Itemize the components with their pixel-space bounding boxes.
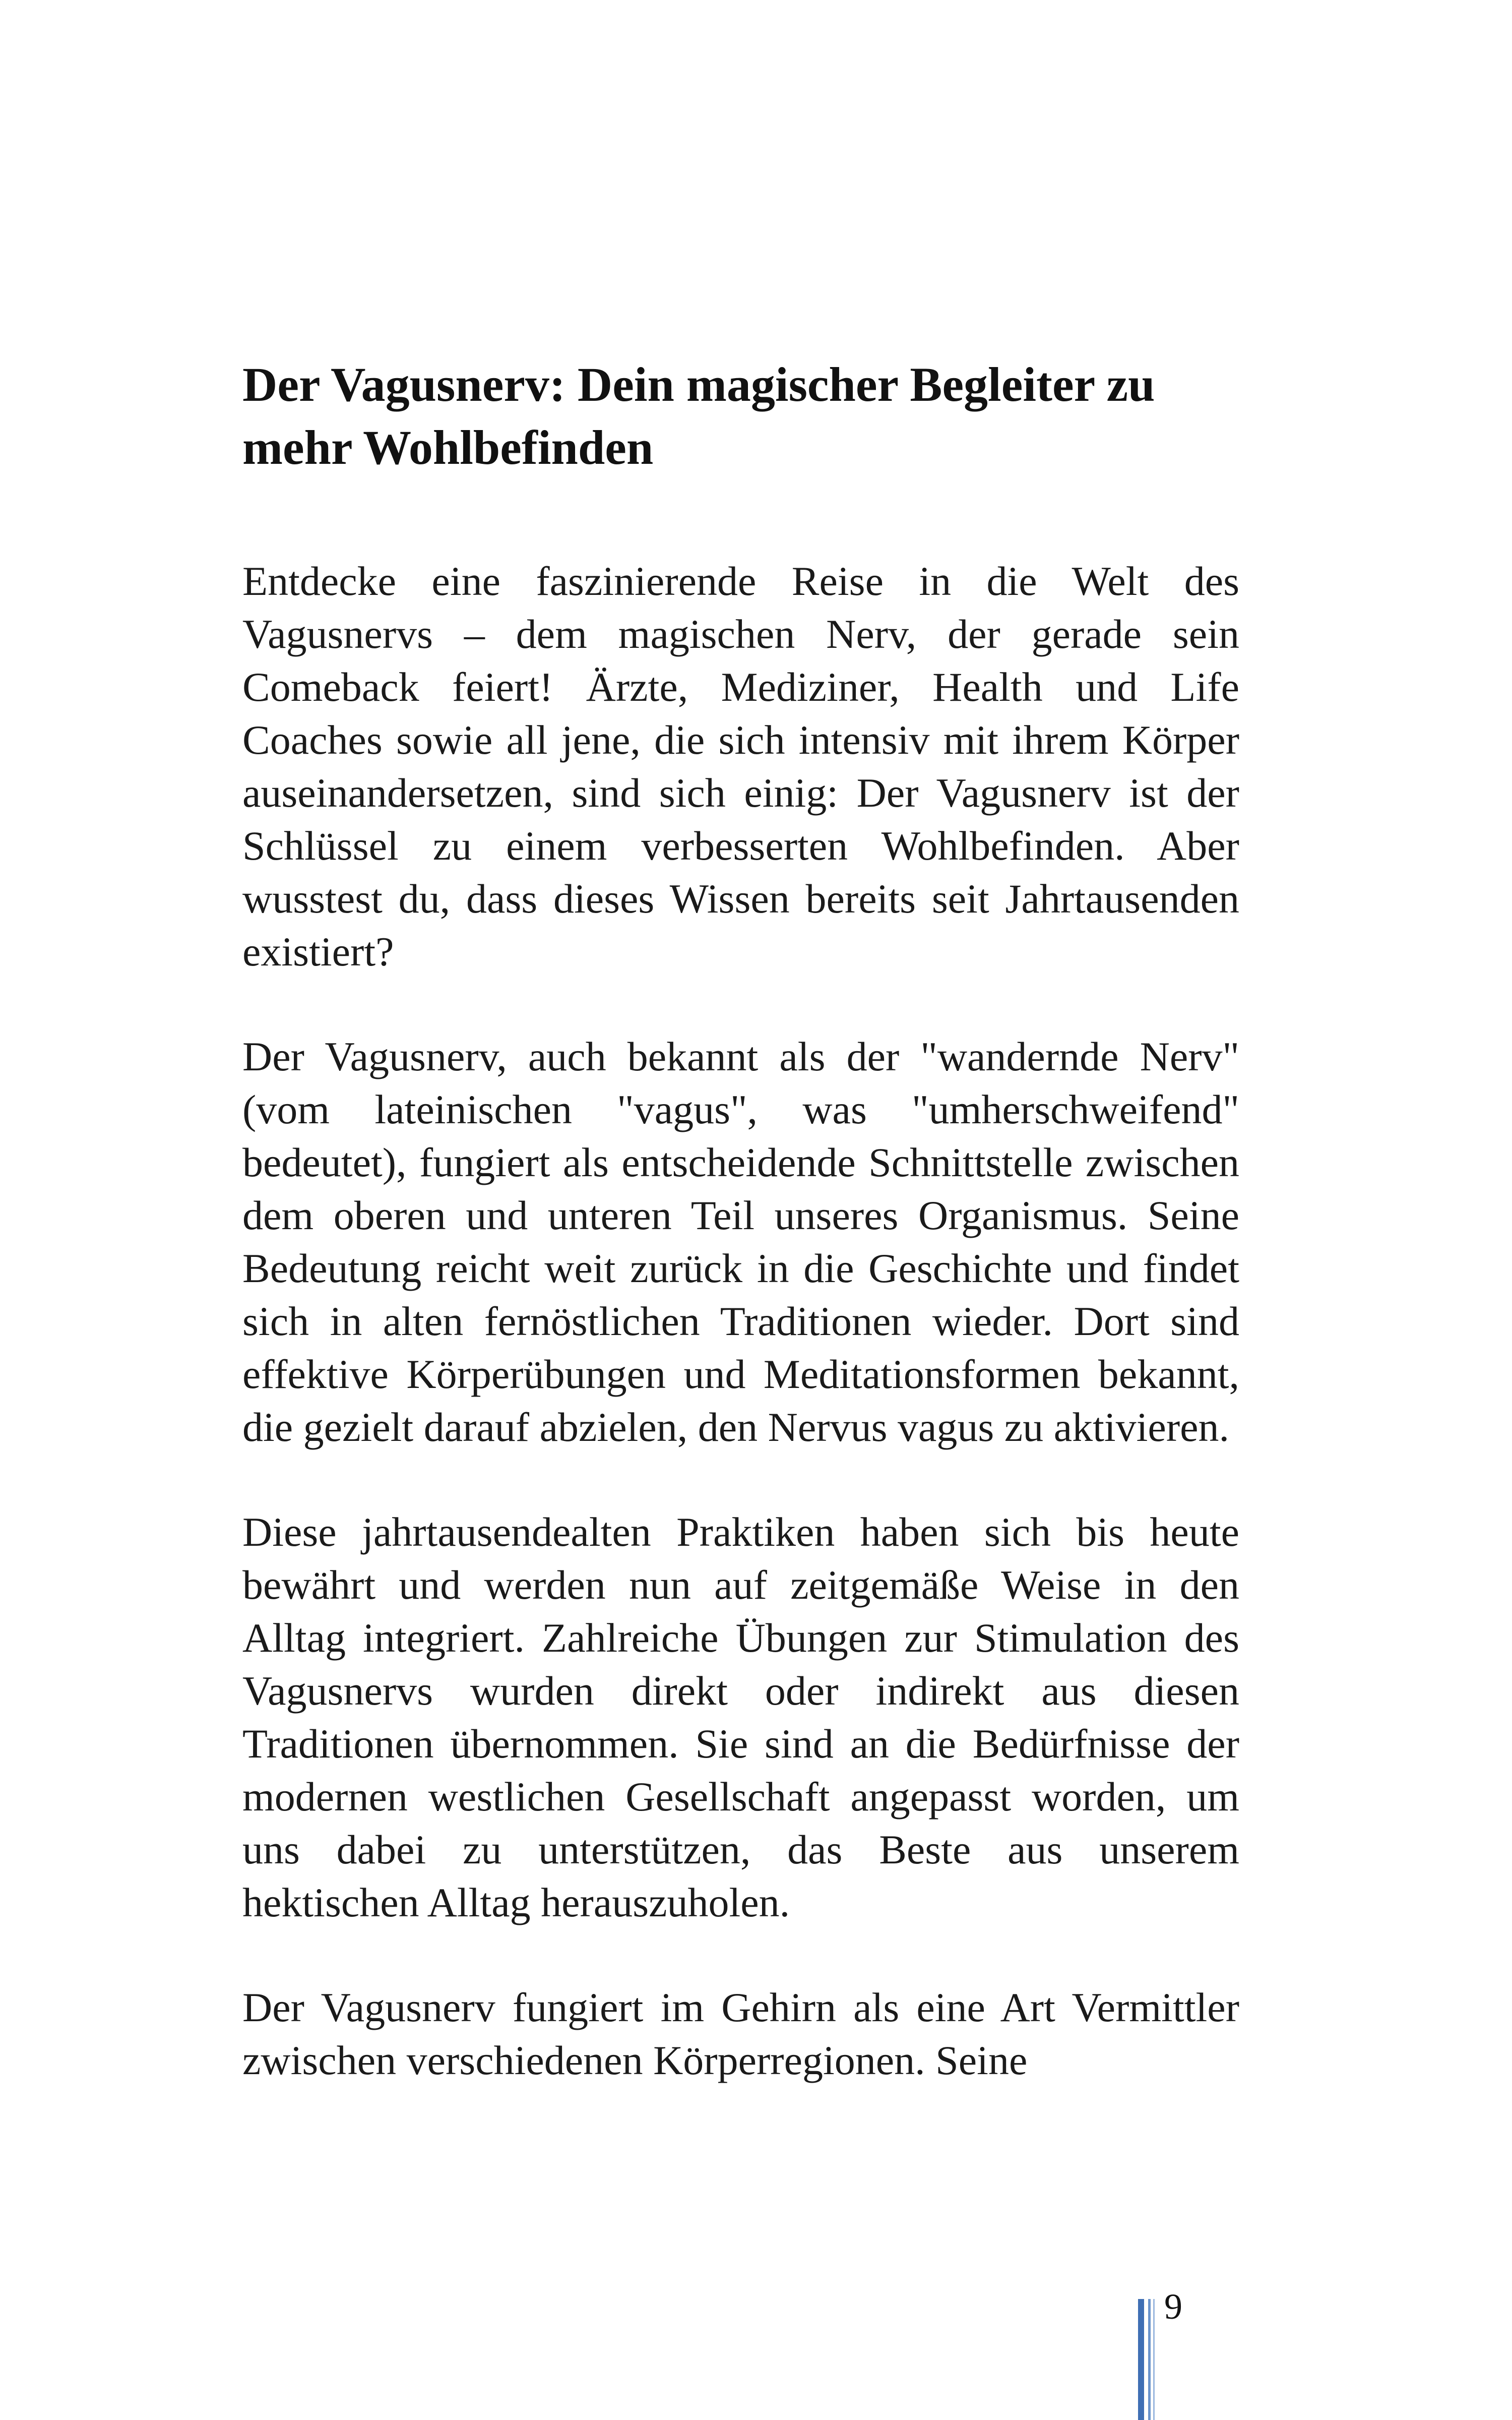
page-number-rule-thick [1138, 2299, 1144, 2420]
paragraph-4: Der Vagusnerv fungiert im Gehirn als eine Art Vermittler zwischen verschiedenen Körperregionen. Seine [242, 1984, 1239, 2083]
page-content [242, 353, 1239, 2139]
chapter-title: Der Vagusnerv: Dein magischer Begleiter zu mehr Wohlbefinden [242, 357, 1155, 474]
page-number-rule-thin [1153, 2299, 1155, 2420]
page-number-rule-medium [1148, 2299, 1151, 2420]
paragraph-2: Der Vagusnerv, auch bekannt als der "wandernde Nerv" (vom lateinischen "vagus", was "umherschweifend" bedeutet), fungiert als entscheidende Schnittstelle zwischen dem oberen und unteren Teil unseres Organismus. Seine Bedeutung reicht weit zurück in die Geschichte und findet sich in alten fernöstlichen Traditionen wieder. Dort sind effektive Körperübungen und Meditationsformen bekannt, die gezielt darauf abzielen, den Nervus vagus zu aktivieren. [242, 1034, 1239, 1450]
paragraph-3: Diese jahrtausendealten Praktiken haben sich bis heute bewährt und werden nun auf zeitgemäße Weise in den Alltag integriert. Zahlreiche Übungen zur Stimulation des Vagusnervs wurden direkt oder indirekt aus diesen Traditionen übernommen. Sie sind an die Bedürfnisse der modernen westlichen Gesellschaft angepasst worden, um uns dabei zu unterstützen, das Beste aus unserem hektischen Alltag herauszuholen. [242, 1509, 1239, 1925]
paragraph-1: Entdecke eine faszinierende Reise in die Welt des Vagusnervs – dem magischen Nerv, der gerade sein Comeback feiert! Ärzte, Mediziner, Health und Life Coaches sowie all jene, die sich intensiv mit ihrem Körper auseinandersetzen, sind sich einig: Der Vagusnerv ist der Schlüssel zu einem verbesserten Wohlbefinden. Aber wusstest du, dass dieses Wissen bereits seit Jahrtausenden existiert? [242, 558, 1239, 975]
page-number: 9 [1164, 2286, 1182, 2327]
